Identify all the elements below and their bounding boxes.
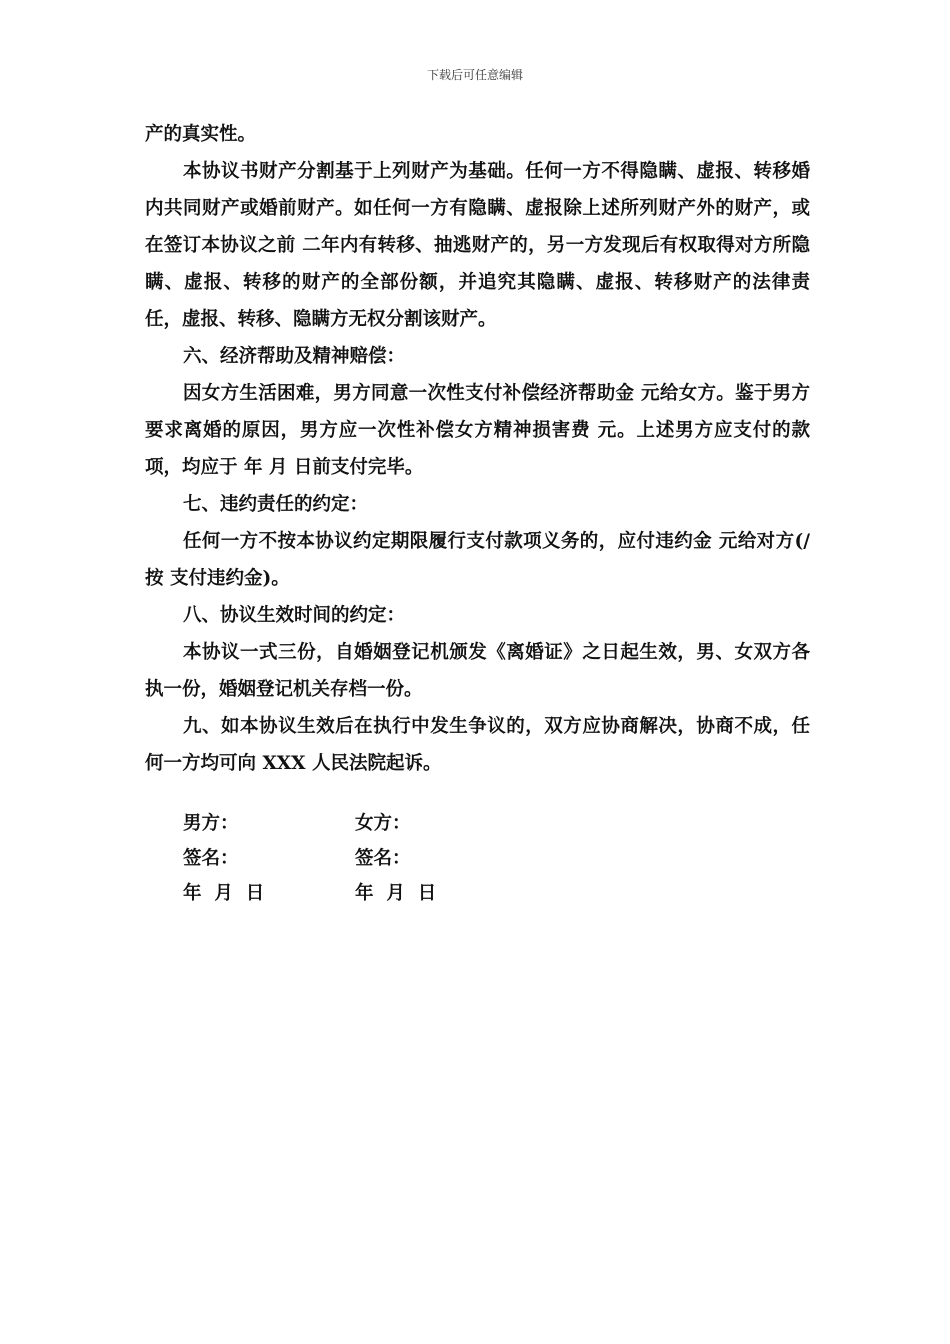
signature-sign-row — [183, 841, 603, 876]
signature-date-row — [183, 876, 603, 911]
section-heading-effective-time: 八、协议生效时间的约定： — [183, 605, 406, 626]
male-date-label: 年 月 日 — [183, 883, 265, 904]
signature-party-row — [183, 806, 603, 841]
female-date-label: 年 月 日 — [355, 883, 437, 904]
male-party-label: 男方： — [183, 813, 239, 834]
paragraph-effective-time: 本协议一式三份，自婚姻登记机颁发《离婚证》之日起生效，男、女双方各执一份，婚姻登记机关存档一份。 — [145, 642, 810, 700]
paragraph-economic-help: 因女方生活困难，男方同意一次性支付补偿经济帮助金 元给女方。鉴于男方要求离婚的原因，男方应一次性补偿女方精神损害费 元。上述男方应支付的款项，均应于 年 月 日前支付完毕。 — [145, 383, 810, 478]
section-heading-economic-help: 六、经济帮助及精神赔偿： — [183, 346, 406, 367]
signature-block — [183, 806, 603, 911]
paragraph-property-basis: 本协议书财产分割基于上列财产为基础。任何一方不得隐瞒、虚报、转移婚内共同财产或婚前财产。如任何一方有隐瞒、虚报除上述所列财产外的财产，或在签订本协议之前 二年内有转移、抽逃财产的，另一方发现后有权取得对方所隐瞒、虚报、转移的财产的全部份额，并追究其隐瞒、虚报、转移财产的法律责任，虚报、转移、隐瞒方无权分割该财产。 — [145, 161, 810, 330]
female-sign-label: 签名： — [355, 848, 411, 869]
header-note: 下载后可任意编辑 — [426, 68, 523, 82]
female-party-label: 女方： — [355, 813, 411, 834]
male-sign-label: 签名： — [183, 848, 239, 869]
paragraph-breach: 任何一方不按本协议约定期限履行支付款项义务的，应付违约金 元给对方(/按 支付违约金)。 — [145, 531, 810, 589]
paragraph-dispute: 九、如本协议生效后在执行中发生争议的，双方应协商解决，协商不成，任何一方均可向 XXX 人民法院起诉。 — [145, 716, 810, 774]
section-heading-breach: 七、违约责任的约定： — [183, 494, 369, 515]
paragraph-continuation: 产的真实性。 — [145, 124, 257, 145]
agreement-body — [145, 116, 810, 782]
